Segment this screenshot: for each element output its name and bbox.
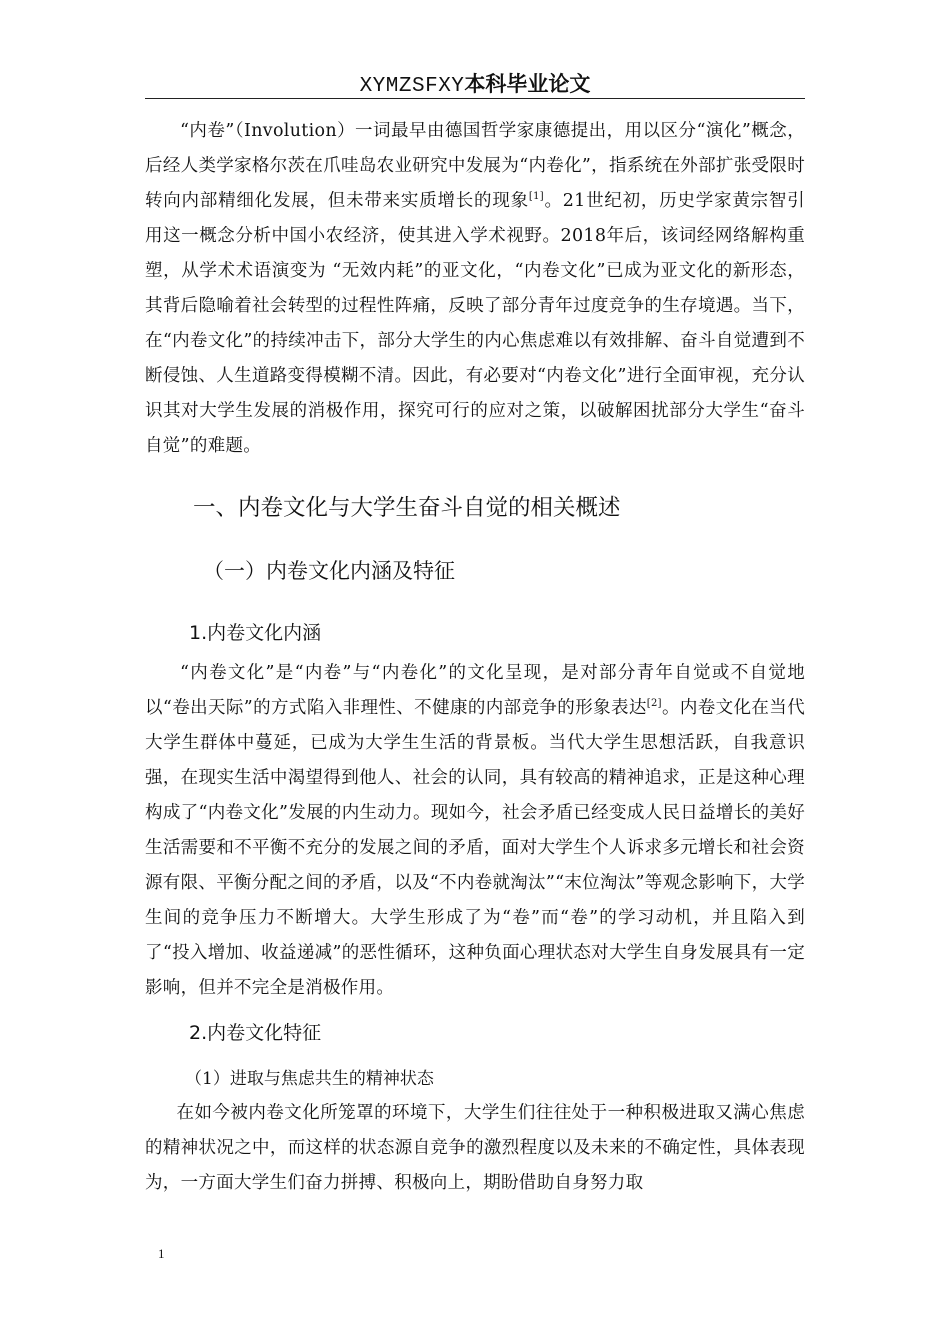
page-header [145,64,805,99]
section-heading: 一、内卷文化与大学生奋斗自觉的相关概述 [193,495,621,521]
page-number: 1 [158,1246,165,1261]
feature-paragraph: 在如今被内卷文化所笼罩的环境下，大学生们往往处于一种积极进取又满心焦虑的精神状况之中，而这样的状态源自竞争的激烈程度以及未来的不确定性，具体表现为，一方面大学生们奋力拼搏、积极向上，期盼借助自身努力取 [145,1103,805,1193]
intro-text-continued: 。21世纪初，历史学家黄宗智引用这一概念分析中国小农经济，使其进入学术视野。2018年后，该词经网络解构重塑，从学术术语演变为 “无效内耗”的亚文化，“内卷文化”已成为亚文化的新形态，其背后隐喻着社会转型的过程性阵痛，反映了部分青年过度竞争的生存境遇。当下，在“内卷文化”的持续冲击下，部分大学生的内心焦虑难以有效排解、奋斗自觉遭到不断侵蚀、人生道路变得模糊不清。因此，有必要对“内卷文化”进行全面审视，充分认识其对大学生发展的消极作用，探究可行的应对之策，以破解困扰部分大学生“奋斗自觉”的难题。 [145,191,805,456]
header-title: 本科毕业论文 [464,72,591,96]
heading-features: 2.内卷文化特征 [189,1022,322,1044]
connotation-text-continued: 。内卷文化在当代大学生群体中蔓延，已成为大学生生活的背景板。当代大学生思想活跃，自我意识强，在现实生活中渴望得到他人、社会的认同，具有较高的精神追求，正是这种心理构成了“内卷文化”发展的内生动力。现如今，社会矛盾已经变成人民日益增长的美好生活需要和不平衡不充分的发展之间的矛盾，面对大学生个人诉求多元增长和社会资源有限、平衡分配之间的矛盾，以及“不内卷就淘汰”“末位淘汰”等观念影响下，大学生间的竞争压力不断增大。大学生形成了为“卷”而“卷”的学习动机，并且陷入到了“投入增加、收益递减”的恶性循环，这种负面心理状态对大学生自身发展具有一定影响，但并不完全是消极作用。 [145,698,805,998]
intro-text: “内卷”（Involution）一词最早由德国哲学家康德提出，用以区分“演化”概念，后经人类学家格尔茨在爪哇岛农业研究中发展为“内卷化”，指系统在外部扩张受限时转向内部精细化发展，但未带来实质增长的现象 [145,121,805,211]
header-code: XYMZSFXY [359,75,465,98]
subsection-heading: （一）内卷文化内涵及特征 [203,559,455,583]
heading-connotation: 1.内卷文化内涵 [189,622,322,644]
document-body [145,114,805,1201]
citation-ref: [1] [528,191,544,203]
connotation-paragraph [145,656,805,1006]
intro-paragraph [145,114,805,464]
feature-heading: （1）进取与焦虑共生的精神状态 [185,1069,434,1089]
citation-ref: [2] [646,698,662,710]
connotation-text: “内卷文化”是“内卷”与“内卷化”的文化呈现，是对部分青年自觉或不自觉地以“卷出天际”的方式陷入非理性、不健康的内部竞争的形象表达 [145,663,805,718]
